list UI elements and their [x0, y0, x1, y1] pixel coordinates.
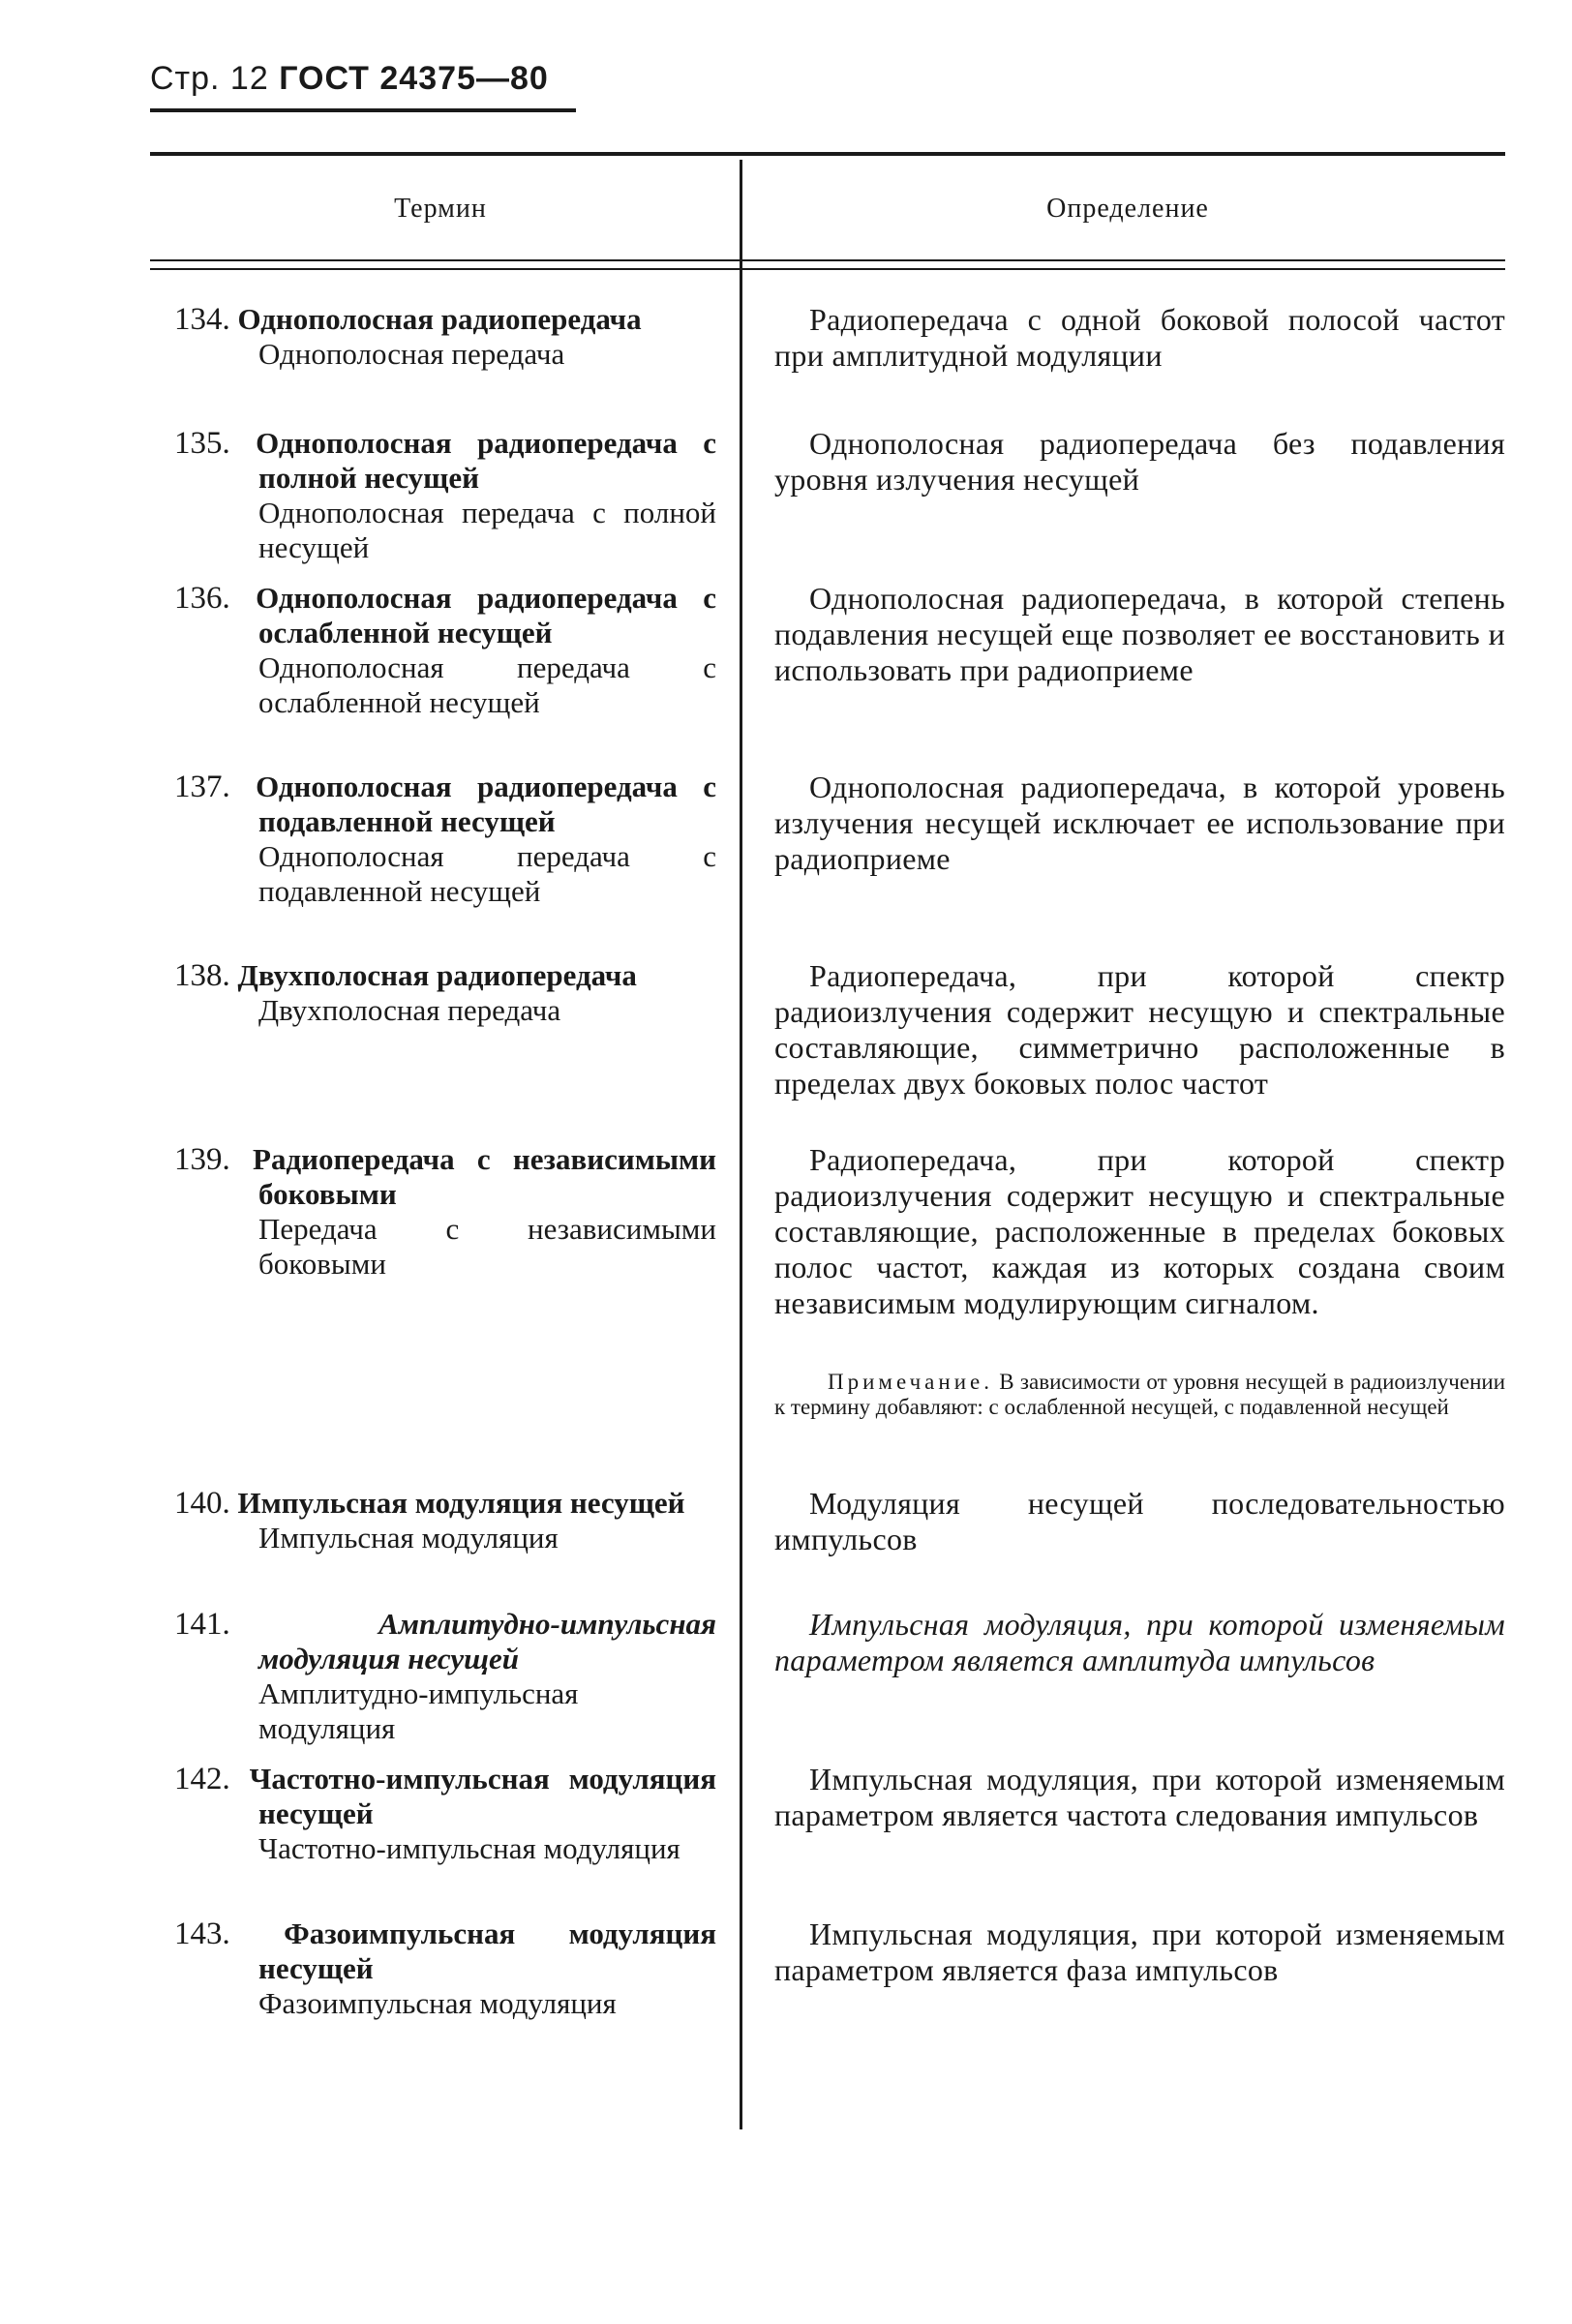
- term-entry: [174, 1607, 716, 1746]
- term-name: Частотно-импульсная модуляция несущей: [249, 1762, 716, 1830]
- term-definition: Импульсная модуляция, при которой изменяемым параметром является частота следования импульсов: [774, 1762, 1505, 1832]
- column-divider: [740, 160, 742, 2129]
- term-number: 142.: [174, 1762, 230, 1796]
- term-number: 139.: [174, 1142, 230, 1177]
- term-number: 140.: [174, 1486, 230, 1521]
- term-definition: Радиопередача, при которой спектр радиоизлучения содержит несущую и спектральные составляющие, симметрично расположенные в пределах двух боковых полос частот: [774, 958, 1505, 1101]
- term-synonym: Частотно-импульсная модуляция: [258, 1831, 680, 1865]
- page-label: Стр. 12: [150, 60, 269, 97]
- term-definition: Однополосная радиопередача, в которой степень подавления несущей еще позволяет ее восстановить и использовать при радиоприеме: [774, 581, 1505, 687]
- term-entry: [174, 770, 716, 909]
- term-synonym: Однополосная передача с подавленной несущей: [258, 839, 716, 908]
- term-number: 138.: [174, 958, 230, 993]
- term-definition: Импульсная модуляция, при которой изменяемым параметром является амплитуда импульсов: [774, 1607, 1505, 1677]
- term-number: 136.: [174, 581, 230, 616]
- term-name: Импульсная модуляция несущей: [237, 1486, 685, 1520]
- term-entry: [174, 426, 716, 565]
- term-name: Фазоимпульсная модуляция несущей: [258, 1917, 716, 1985]
- term-name: Однополосная радиопередача с полной несущей: [256, 426, 716, 495]
- term-synonym: Импульсная модуляция: [258, 1521, 559, 1554]
- note-text: В зависимости от уровня несущей в радиоизлучении к термину добавляют: с ослабленной несущей, с подавленной несущей: [774, 1370, 1506, 1419]
- column-header-term: Термин: [394, 194, 487, 224]
- term-synonym: Передача с независимыми боковыми: [258, 1212, 716, 1281]
- term-name: Однополосная радиопередача с подавленной несущей: [256, 770, 716, 838]
- note-label: Примечание.: [828, 1370, 993, 1394]
- term-entry: [174, 1762, 716, 1866]
- standard-number: ГОСТ 24375—80: [279, 60, 549, 97]
- term-entry: [174, 958, 716, 1028]
- term-number: 137.: [174, 770, 230, 804]
- term-synonym: Однополосная передача с полной несущей: [258, 496, 716, 564]
- column-header-definition: Определение: [1046, 194, 1209, 224]
- term-name: Двухполосная радиопередача: [237, 958, 637, 992]
- term-synonym: Фазоимпульсная модуляция: [258, 1986, 617, 2020]
- term-number: 134.: [174, 302, 230, 337]
- term-number: 143.: [174, 1917, 230, 1951]
- term-number: 135.: [174, 426, 230, 461]
- term-entry: [174, 302, 716, 372]
- term-name: Однополосная радиопередача с ослабленной несущей: [256, 581, 716, 649]
- term-name: Однополосная радиопередача: [237, 302, 642, 336]
- definition-note: [774, 1370, 1505, 1420]
- term-synonym: Двухполосная передача: [258, 993, 561, 1027]
- term-definition: Радиопередача с одной боковой полосой частот при амплитудной модуляции: [774, 302, 1505, 373]
- term-entry: [174, 1142, 716, 1282]
- term-synonym: Амплитудно-импульсная модуляция: [258, 1676, 579, 1745]
- term-entry: [174, 581, 716, 720]
- header-underline: [150, 108, 576, 112]
- term-definition: Радиопередача, при которой спектр радиоизлучения содержит несущую и спектральные составляющие, расположенные в пределах боковых полос частот, каждая из которых создана своим независимым модулирующим сигналом.: [774, 1142, 1505, 1320]
- term-definition: Модуляция несущей последовательностью импульсов: [774, 1486, 1505, 1556]
- table-top-rule: [150, 152, 1505, 156]
- term-definition: Однополосная радиопередача без подавления уровня излучения несущей: [774, 426, 1505, 497]
- term-number: 141.: [174, 1607, 230, 1642]
- term-definition: Однополосная радиопередача, в которой уровень излучения несущей исключает ее использование при радиоприеме: [774, 770, 1505, 876]
- term-entry: [174, 1917, 716, 2021]
- term-entry: [174, 1486, 716, 1555]
- header-rule: [150, 259, 1505, 261]
- term-definition: Импульсная модуляция, при которой изменяемым параметром является фаза импульсов: [774, 1917, 1505, 1987]
- page-header: [150, 60, 549, 98]
- header-rule-double: [150, 268, 1505, 270]
- term-synonym: Однополосная передача: [258, 337, 565, 371]
- term-synonym: Однополосная передача с ослабленной несущей: [258, 650, 716, 719]
- term-name: Амплитудно-импульсная модуляция несущей: [258, 1607, 716, 1675]
- term-name: Радиопередача с независимыми боковыми: [253, 1142, 716, 1211]
